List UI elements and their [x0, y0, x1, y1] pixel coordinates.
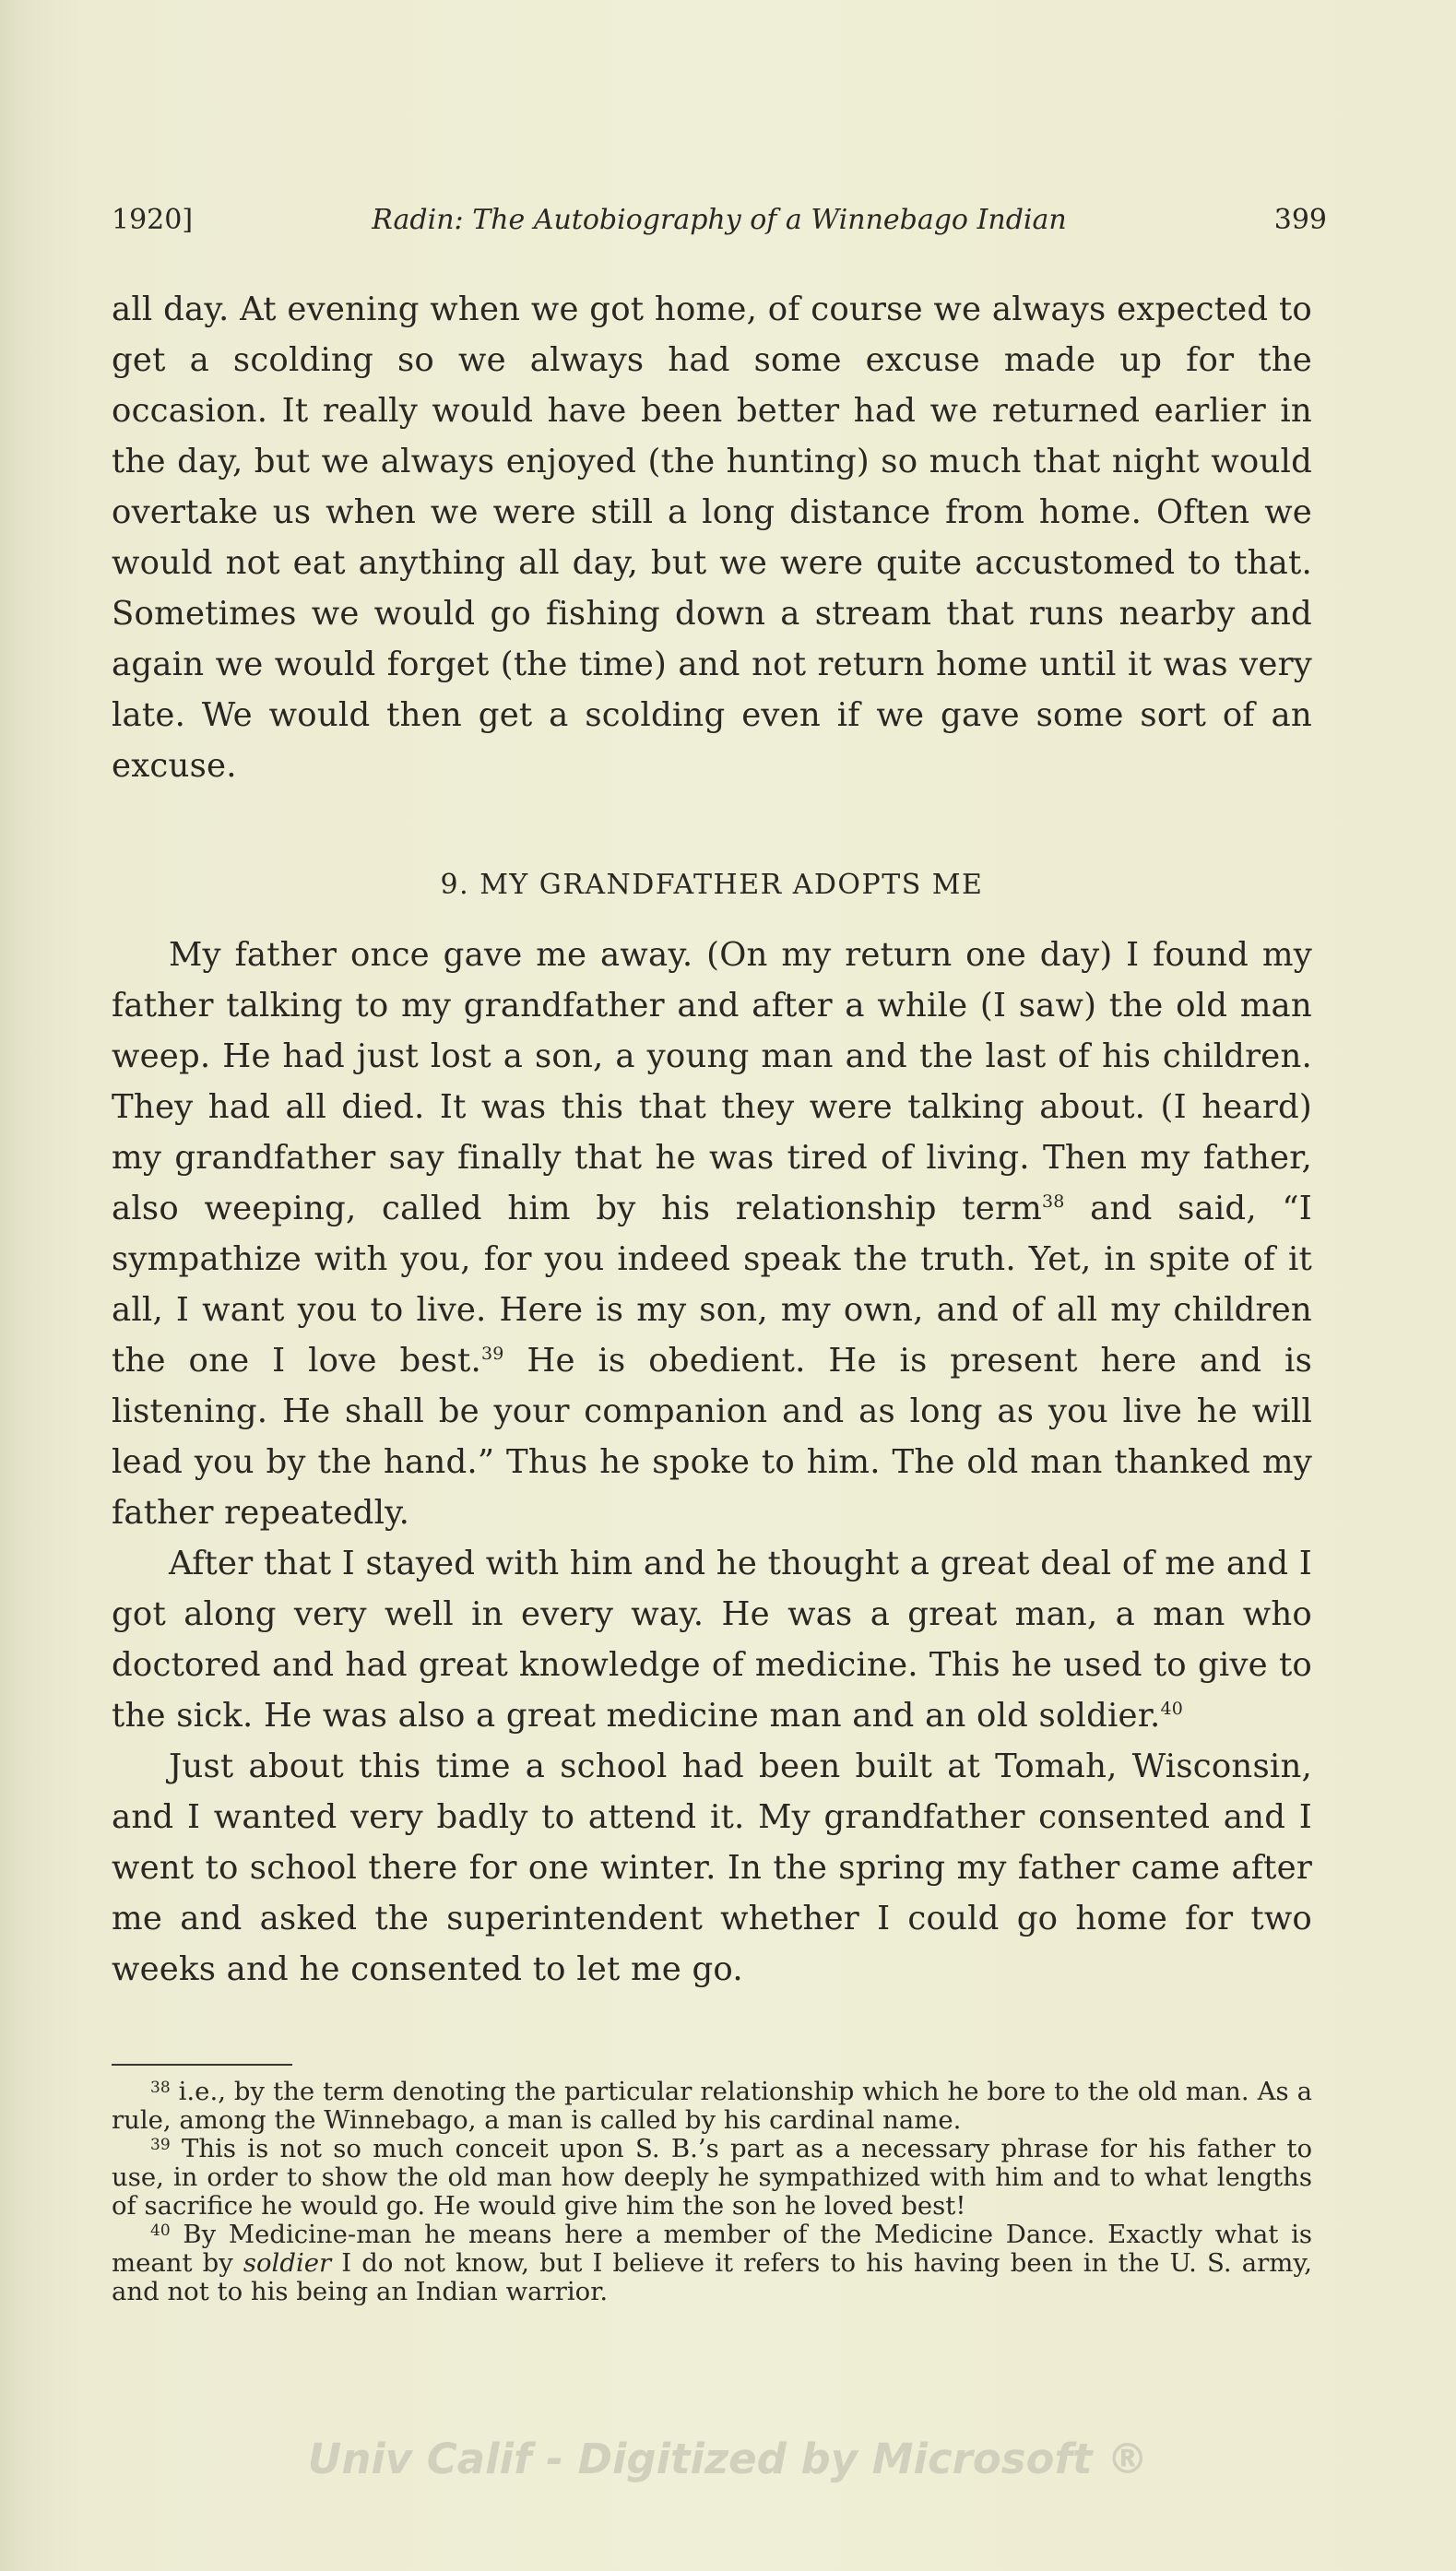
running-title: Radin: The Autobiography of a Winnebago Indian [372, 204, 1067, 236]
section-body [112, 930, 1312, 1995]
paragraph-2-text: After that I stayed with him and he thought a great deal of me and I got along very well in every way. He was a great man, a man who doctored and had great knowledge of medicine. This he used to give to the sick. He was also a great medicine man and an old soldier. [112, 1545, 1312, 1735]
footnote-text: This is not so much conceit upon S. B.’s part as a necessary phrase for his father to use, in order to show the old man how deeply he sympathized with him and to what lengths of sacrifice he would go. He would give him the son he loved best! [112, 2134, 1312, 2221]
footnotes [112, 2078, 1312, 2306]
footnote-ref-39[interactable]: 39 [480, 1344, 504, 1364]
footnote-40 [112, 2221, 1312, 2306]
header-year: 1920] [112, 204, 194, 236]
footnote-divider [112, 2064, 292, 2066]
page-number: 399 [1273, 204, 1327, 236]
footnote-text: I do not know, but I believe it refers to his having been in the U. S. army, and not to his being an Indian warrior. [112, 2248, 1312, 2306]
footnote-text: By Medicine-man he means here a member of the Medicine Dance. Exactly what is meant by [112, 2220, 1312, 2278]
footnote-38 [112, 2078, 1312, 2135]
paragraph-3: Just about this time a school had been built at Tomah, Wisconsin, and I wanted very badly to attend it. My grandfather consented and I went to school there for one winter. In the spring my father came after me and asked the superintendent whether I could go home for two weeks and he consented to let me go. [112, 1748, 1312, 1988]
paragraph-1-text-a: My father once gave me away. (On my return one day) I found my father talking to my grandfather and after a while (I saw) the old man weep. He had just lost a son, a young man and the last of his children. They had all died. It was this that they were talking about. (I heard) my grandfather say finally that he was tired of living. Then my father, also weeping, called him by his relationship term [112, 936, 1312, 1227]
footnote-ref-38[interactable]: 38 [1041, 1191, 1065, 1212]
continued-paragraph [112, 284, 1312, 791]
paragraph-1-text-b: and said, “I sympathize with you, for you indeed speak the truth. Yet, in spite of it all, I want you to live. Here is my son, my own, and of all my children the one I love best. [112, 1190, 1312, 1380]
footnote-ref-40[interactable]: 40 [1160, 1699, 1184, 1719]
footnote-number: 39 [150, 2136, 171, 2154]
paragraph-1-text-c: He is obedient. He is present here and is listening. He shall be your companion and as long as you live he will lead you by the hand.” Thus he spoke to him. The old man thanked my father repeatedly. [112, 1342, 1312, 1532]
footnote-text: i.e., by the term denoting the particular relationship which he bore to the old man. As a rule, among the Winnebago, a man is called by his cardinal name. [112, 2077, 1312, 2135]
paragraph-text: all day. At evening when we got home, of course we always expected to get a scolding so we always had some excuse made up for the occasion. It really would have been better had we returned earlier in the day, but we always enjoyed (the hunting) so much that night would overtake us when we were still a long distance from home. Often we would not eat anything all day, but we were quite accustomed to that. Sometimes we would go fishing down a stream that runs nearby and again we would forget (the time) and not return home until it was very late. We would then get a scolding even if we gave some sort of an excuse. [112, 290, 1312, 785]
footnote-number: 40 [150, 2221, 171, 2240]
paragraph-2 [112, 1538, 1312, 1741]
running-header [112, 199, 1327, 242]
paragraph-1 [112, 930, 1312, 1538]
section-heading: 9. MY GRANDFATHER ADOPTS ME [440, 869, 984, 901]
footnote-emphasis: soldier [243, 2248, 332, 2278]
footnote-number: 38 [150, 2079, 171, 2097]
digitization-watermark: Univ Calif - Digitized by Microsoft ® [307, 2435, 1149, 2483]
footnote-39 [112, 2135, 1312, 2221]
